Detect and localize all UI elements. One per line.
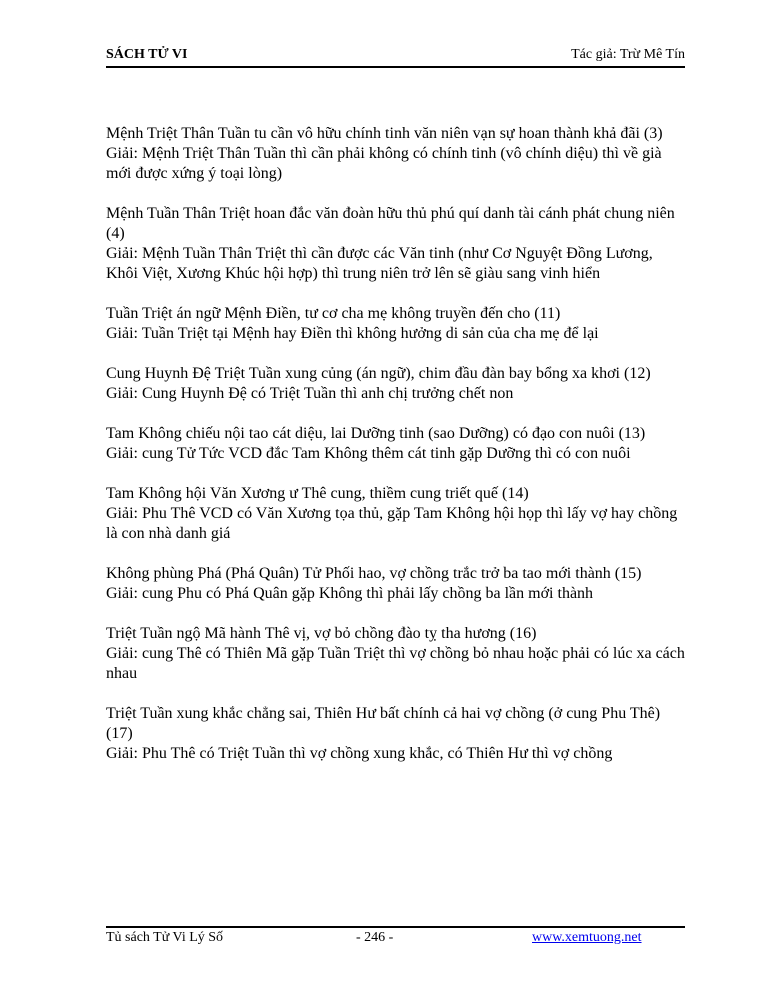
- explanation-text: Giải: cung Tử Tức VCD đắc Tam Không thêm cát tinh gặp Dưỡng thì có con nuôi: [106, 445, 631, 462]
- verse-text: Tam Không hội Văn Xương ư Thê cung, thiềm cung triết quế (14): [106, 485, 529, 502]
- verse-paragraph: [106, 704, 685, 764]
- page-content: [106, 124, 685, 784]
- verse-paragraph: [106, 204, 685, 284]
- website-link[interactable]: www.xemtuong.net: [532, 930, 642, 945]
- footer-divider: [106, 926, 685, 928]
- explanation-text: Giải: cung Phu có Phá Quân gặp Không thì phải lấy chồng ba lần mới thành: [106, 585, 594, 602]
- page-number: - 246 -: [356, 930, 394, 945]
- verse-text: Không phùng Phá (Phá Quân) Tử Phối hao, vợ chồng trắc trở ba tao mới thành (15): [106, 565, 642, 582]
- page-header: [106, 42, 685, 68]
- verse-paragraph: [106, 364, 685, 404]
- author-label: Tác giả: Trừ Mê Tín: [571, 47, 685, 62]
- explanation-text: Giải: cung Thê có Thiên Mã gặp Tuần Triệt thì vợ chồng bỏ nhau hoặc phải có lúc xa cách nhau: [106, 645, 685, 682]
- footer-book-label: Tủ sách Tử Vi Lý Số: [106, 930, 224, 945]
- verse-paragraph: [106, 124, 685, 184]
- explanation-text: Giải: Mệnh Triệt Thân Tuần thì cần phải không có chính tinh (vô chính diệu) thì về già mới được xứng ý toại lòng): [106, 145, 662, 182]
- verse-text: Tuần Triệt án ngữ Mệnh Điền, tư cơ cha mẹ không truyền đến cho (11): [106, 305, 561, 322]
- explanation-text: Giải: Mệnh Tuần Thân Triệt thì cần được các Văn tinh (như Cơ Nguyệt Đồng Lương, Khôi Việt, Xương Khúc hội hợp) thì trung niên trở lên sẽ giàu sang vinh hiển: [106, 245, 653, 282]
- book-title: SÁCH TỬ VI: [106, 47, 188, 62]
- explanation-text: Giải: Cung Huynh Đệ có Triệt Tuần thì anh chị trưởng chết non: [106, 385, 514, 402]
- explanation-text: Giải: Phu Thê VCD có Văn Xương tọa thủ, gặp Tam Không hội họp thì lấy vợ hay chồng là con nhà danh giá: [106, 505, 678, 542]
- verse-text: Triệt Tuần xung khắc chẳng sai, Thiên Hư bất chính cả hai vợ chồng (ở cung Phu Thê) (17): [106, 705, 661, 742]
- explanation-text: Giải: Tuần Triệt tại Mệnh hay Điền thì không hưởng di sản của cha mẹ để lại: [106, 325, 599, 342]
- verse-text: Tam Không chiếu nội tao cát diệu, lai Dưỡng tinh (sao Dưỡng) có đạo con nuôi (13): [106, 425, 646, 442]
- verse-paragraph: [106, 484, 685, 544]
- verse-paragraph: [106, 424, 685, 464]
- verse-text: Cung Huynh Đệ Triệt Tuần xung củng (án ngữ), chim đầu đàn bay bổng xa khơi (12): [106, 365, 651, 382]
- explanation-text: Giải: Phu Thê có Triệt Tuần thì vợ chồng xung khắc, có Thiên Hư thì vợ chồng: [106, 745, 613, 762]
- verse-paragraph: [106, 564, 685, 604]
- verse-paragraph: [106, 624, 685, 684]
- verse-paragraph: [106, 304, 685, 344]
- verse-text: Mệnh Triệt Thân Tuần tu cần vô hữu chính tinh văn niên vạn sự hoan thành khả đãi (3): [106, 125, 663, 142]
- verse-text: Triệt Tuần ngộ Mã hành Thê vị, vợ bỏ chồng đào tỵ tha hương (16): [106, 625, 537, 642]
- verse-text: Mệnh Tuần Thân Triệt hoan đắc văn đoàn hữu thủ phú quí danh tài cánh phát chung niên (4): [106, 205, 675, 242]
